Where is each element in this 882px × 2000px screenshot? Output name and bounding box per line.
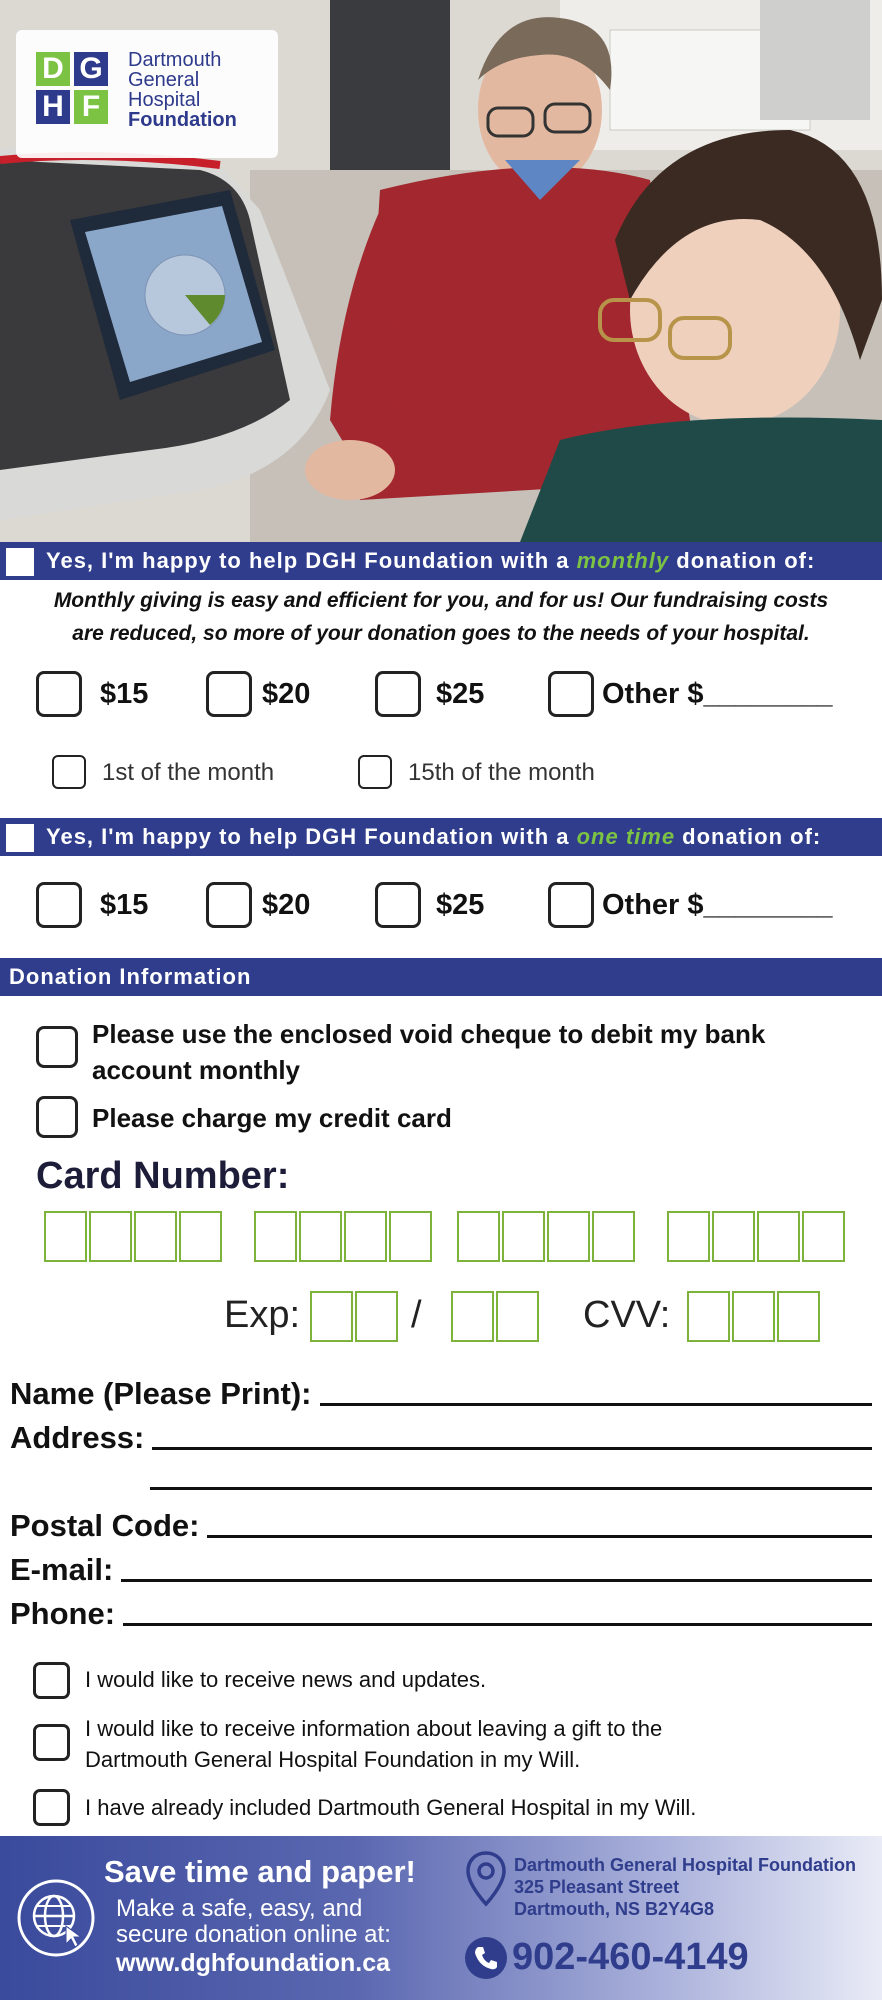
footer-banner xyxy=(0,1836,882,2000)
monthly-heading-suffix: donation of: xyxy=(669,548,816,573)
footer-headline: Save time and paper! xyxy=(104,1854,416,1889)
footer-org-name: Dartmouth General Hospital Foundation xyxy=(514,1855,857,1875)
fifteenth-of-month-label: 15th of the month xyxy=(408,759,595,786)
card-digit-5[interactable] xyxy=(254,1211,297,1262)
void-cheque-checkbox[interactable] xyxy=(36,1026,78,1068)
footer-city: Dartmouth, NS B2Y4G8 xyxy=(514,1899,715,1919)
one-time-heading-suffix: donation of: xyxy=(675,824,822,849)
postal-code-line[interactable] xyxy=(207,1535,872,1538)
monthly-donation-heading xyxy=(46,542,815,580)
card-digit-11[interactable] xyxy=(547,1211,590,1262)
card-digit-9[interactable] xyxy=(457,1211,500,1262)
credit-card-label: Please charge my credit card xyxy=(92,1103,452,1133)
email-line[interactable] xyxy=(121,1579,872,1582)
one-time-amount-other-checkbox[interactable] xyxy=(548,882,594,928)
card-digit-4[interactable] xyxy=(179,1211,222,1262)
credit-card-checkbox[interactable] xyxy=(36,1096,78,1138)
phone-line[interactable] xyxy=(123,1623,872,1626)
gift-in-will-info-label-line-2: Dartmouth General Hospital Foundation in my Will. xyxy=(85,1747,581,1772)
logo-letter-f: F xyxy=(74,90,108,124)
donation-information-bar xyxy=(0,958,882,996)
cvv-digit-3[interactable] xyxy=(777,1291,820,1342)
foundation-logo xyxy=(30,46,270,146)
void-cheque-label-line-1: Please use the enclosed void cheque to debit my bank xyxy=(92,1019,766,1049)
footer-line-2: secure donation online at: xyxy=(116,1921,391,1948)
logo-letter-d: D xyxy=(36,52,70,86)
one-time-heading-highlight: one time xyxy=(576,824,676,849)
name-field[interactable] xyxy=(10,1372,872,1412)
monthly-heading-prefix: Yes, I'm happy to help DGH Foundation with a xyxy=(46,548,577,573)
monthly-heading-highlight: monthly xyxy=(576,548,670,573)
logo-letter-g: G xyxy=(74,52,108,86)
expiry-year-digit-2[interactable] xyxy=(496,1291,539,1342)
expiry-separator: / xyxy=(411,1294,422,1336)
card-digit-6[interactable] xyxy=(299,1211,342,1262)
fifteenth-of-month-checkbox[interactable] xyxy=(358,755,392,789)
email-label: E-mail: xyxy=(10,1552,114,1587)
monthly-amount-15-checkbox[interactable] xyxy=(36,671,82,717)
donation-information-title: Donation Information xyxy=(9,964,252,989)
monthly-amount-other-label: Other $________ xyxy=(602,678,833,710)
already-in-will-label: I have already included Dartmouth General Hospital in my Will. xyxy=(85,1795,697,1820)
expiry-label: Exp: xyxy=(224,1294,301,1336)
logo-text-dartmouth: Dartmouth xyxy=(128,49,222,71)
email-field[interactable] xyxy=(10,1548,872,1588)
monthly-amount-other-checkbox[interactable] xyxy=(548,671,594,717)
logo-letter-h: H xyxy=(36,90,70,124)
news-updates-checkbox[interactable] xyxy=(33,1662,70,1699)
phone-label: Phone: xyxy=(10,1596,116,1631)
card-digit-10[interactable] xyxy=(502,1211,545,1262)
footer-line-1: Make a safe, easy, and xyxy=(116,1895,363,1922)
phone-icon xyxy=(464,1936,508,1980)
one-time-amount-20-label: $20 xyxy=(262,889,311,921)
card-digit-3[interactable] xyxy=(134,1211,177,1262)
one-time-donation-checkbox[interactable] xyxy=(6,824,34,852)
footer-street: 325 Pleasant Street xyxy=(514,1877,680,1897)
one-time-amount-15-checkbox[interactable] xyxy=(36,882,82,928)
card-digit-2[interactable] xyxy=(89,1211,132,1262)
void-cheque-label-line-2: account monthly xyxy=(92,1055,301,1085)
cvv-digit-1[interactable] xyxy=(687,1291,730,1342)
address-field[interactable] xyxy=(10,1416,872,1456)
monthly-amount-20-checkbox[interactable] xyxy=(206,671,252,717)
one-time-amount-15-label: $15 xyxy=(100,889,149,921)
hero-photo xyxy=(0,0,882,542)
card-digit-7[interactable] xyxy=(344,1211,387,1262)
one-time-amount-25-label: $25 xyxy=(436,889,485,921)
card-digit-15[interactable] xyxy=(757,1211,800,1262)
globe-icon xyxy=(16,1878,96,1958)
monthly-amount-25-label: $25 xyxy=(436,678,485,710)
card-digit-12[interactable] xyxy=(592,1211,635,1262)
footer-phone-number[interactable]: 902-460-4149 xyxy=(512,1936,749,1978)
logo-text-general: General xyxy=(128,69,200,91)
footer-website-link[interactable]: www.dghfoundation.ca xyxy=(116,1949,391,1977)
phone-field[interactable] xyxy=(10,1592,872,1632)
monthly-intro-line-2: are reduced, so more of your donation goes to the needs of your hospital. xyxy=(72,622,810,645)
card-digit-16[interactable] xyxy=(802,1211,845,1262)
logo-text-foundation: Foundation xyxy=(128,109,237,131)
address-line-1[interactable] xyxy=(152,1447,872,1450)
expiry-month-digit-1[interactable] xyxy=(310,1291,353,1342)
cvv-digit-2[interactable] xyxy=(732,1291,775,1342)
expiry-month-digit-2[interactable] xyxy=(355,1291,398,1342)
monthly-amount-15-label: $15 xyxy=(100,678,149,710)
card-digit-13[interactable] xyxy=(667,1211,710,1262)
first-of-month-label: 1st of the month xyxy=(102,759,275,786)
one-time-amount-25-checkbox[interactable] xyxy=(375,882,421,928)
monthly-donation-bar xyxy=(0,542,882,580)
one-time-donation-bar xyxy=(0,818,882,856)
one-time-heading-prefix: Yes, I'm happy to help DGH Foundation with a xyxy=(46,824,577,849)
expiry-year-digit-1[interactable] xyxy=(451,1291,494,1342)
monthly-amount-25-checkbox[interactable] xyxy=(375,671,421,717)
monthly-intro-line-1: Monthly giving is easy and efficient for you, and for us! Our fundraising costs xyxy=(53,589,829,612)
one-time-donation-heading xyxy=(46,818,821,856)
already-in-will-checkbox[interactable] xyxy=(33,1789,70,1826)
one-time-amount-other-label: Other $________ xyxy=(602,889,833,921)
card-digit-14[interactable] xyxy=(712,1211,755,1262)
name-label: Name (Please Print): xyxy=(10,1376,312,1411)
one-time-amount-20-checkbox[interactable] xyxy=(206,882,252,928)
postal-code-field[interactable] xyxy=(10,1504,872,1544)
card-digit-8[interactable] xyxy=(389,1211,432,1262)
map-pin-icon xyxy=(464,1850,508,1908)
address-label: Address: xyxy=(10,1420,145,1455)
first-of-month-checkbox[interactable] xyxy=(52,755,86,789)
monthly-amount-20-label: $20 xyxy=(262,678,311,710)
address-line-2[interactable] xyxy=(150,1487,872,1490)
cvv-label: CVV: xyxy=(583,1294,671,1336)
name-line[interactable] xyxy=(320,1403,873,1406)
gift-in-will-info-checkbox[interactable] xyxy=(33,1724,70,1761)
card-number-label: Card Number: xyxy=(36,1155,290,1197)
gift-in-will-info-label-line-1: I would like to receive information about leaving a gift to the xyxy=(85,1716,663,1741)
card-digit-1[interactable] xyxy=(44,1211,87,1262)
postal-code-label: Postal Code: xyxy=(10,1508,200,1543)
news-updates-label: I would like to receive news and updates. xyxy=(85,1667,487,1692)
logo-text-hospital: Hospital xyxy=(128,89,201,111)
monthly-donation-checkbox[interactable] xyxy=(6,548,34,576)
